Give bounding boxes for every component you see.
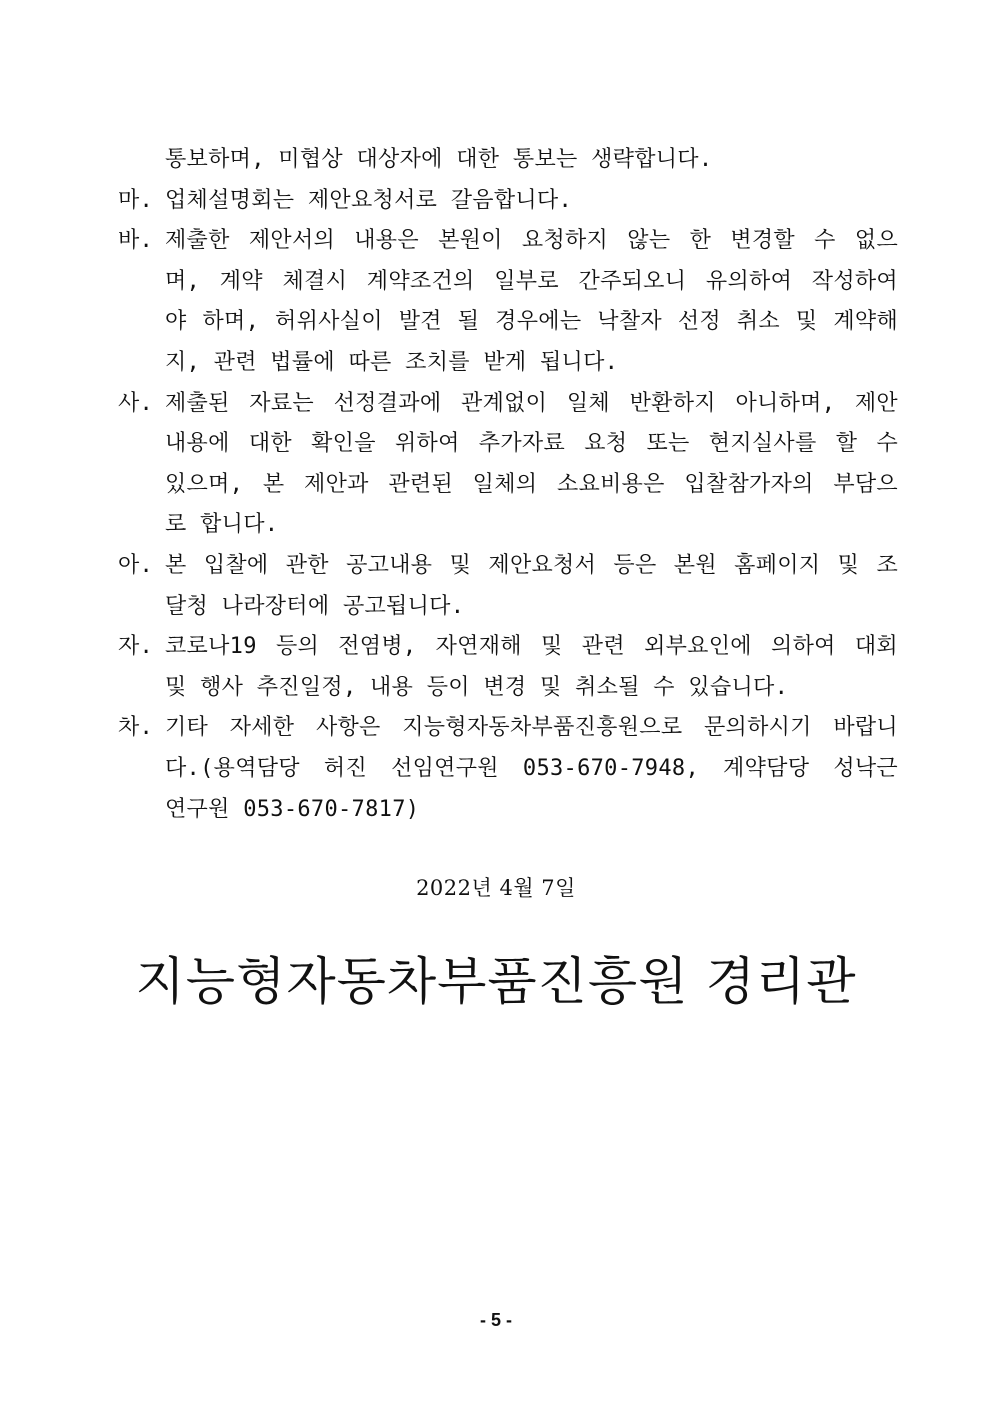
list-item-first-line xyxy=(118,546,898,587)
list-item-continuation: 달청 나라장터에 공고됩니다. xyxy=(165,593,465,619)
list-item-marker: 바. xyxy=(118,228,154,254)
document-date: 2022년 4월 7일 xyxy=(416,876,576,900)
list-item-sa xyxy=(118,384,898,546)
list-item-a xyxy=(118,546,898,627)
list-item-continuation: 야 하며, 허위사실이 발견 될 경우에는 낙찰자 선정 취소 및 계약해 xyxy=(165,309,898,335)
list-item-continuation: 연구원 053-670-7817) xyxy=(165,796,420,822)
list-item-ja xyxy=(118,627,898,708)
list-item-text: 코로나19 등의 전염병, 자연재해 및 관련 외부요인에 의하여 대회 xyxy=(165,634,898,660)
list-item-first-line xyxy=(118,708,898,749)
list-item-continuation: 지, 관련 법률에 따른 조치를 받게 됩니다. xyxy=(165,349,619,375)
list-item-text: 기타 자세한 사항은 지능형자동차부품진흥원으로 문의하시기 바랍니 xyxy=(165,715,898,741)
list-item-text: 본 입찰에 관한 공고내용 및 제안요청서 등은 본원 홈페이지 및 조 xyxy=(165,552,898,578)
signatory-title: 지능형자동차부품진흥원 경리관 xyxy=(135,953,857,1012)
list-item-marker: 마. xyxy=(118,187,154,213)
list-item-first-line xyxy=(118,627,898,668)
list-item-text: 제출한 제안서의 내용은 본원이 요청하지 않는 한 변경할 수 없으 xyxy=(165,228,898,254)
list-item-first-line xyxy=(118,181,898,222)
list-item-first-line xyxy=(118,384,898,425)
list-item-continuation: 및 행사 추진일정, 내용 등이 변경 및 취소될 수 있습니다. xyxy=(165,674,789,700)
list-item-continuation: 내용에 대한 확인을 위하여 추가자료 요청 또는 현지실사를 할 수 xyxy=(165,431,898,457)
list-item-first-line xyxy=(118,221,898,262)
list-item-marker: 아. xyxy=(118,552,154,578)
list-item-text: 제출된 자료는 선정결과에 관계없이 일체 반환하지 아니하며, 제안 xyxy=(165,390,898,416)
page-number: - 5 - xyxy=(479,1310,512,1330)
list-item-marker: 자. xyxy=(118,634,154,660)
lead-line: 통보하며, 미협상 대상자에 대한 통보는 생략합니다. xyxy=(165,147,713,172)
list-item-ma xyxy=(118,181,898,222)
list-item-continuation: 있으며, 본 제안과 관련된 일체의 소요비용은 입찰참가자의 부담으 xyxy=(165,471,898,497)
list-item-marker: 사. xyxy=(118,390,154,416)
list-item-ba xyxy=(118,221,898,383)
list-item-cha xyxy=(118,708,898,830)
document-body xyxy=(118,140,898,830)
list-item-marker: 차. xyxy=(118,715,154,741)
list-item-continuation: 로 합니다. xyxy=(165,512,279,538)
list-item-continuation: 다.(용역담당 허진 선임연구원 053-670-7948, 계약담당 성낙근 xyxy=(165,755,898,781)
list-item-text: 업체설명회는 제안요청서로 갈음합니다. xyxy=(165,187,573,213)
list-item-continuation: 며, 계약 체결시 계약조건의 일부로 간주되오니 유의하여 작성하여 xyxy=(165,268,898,294)
